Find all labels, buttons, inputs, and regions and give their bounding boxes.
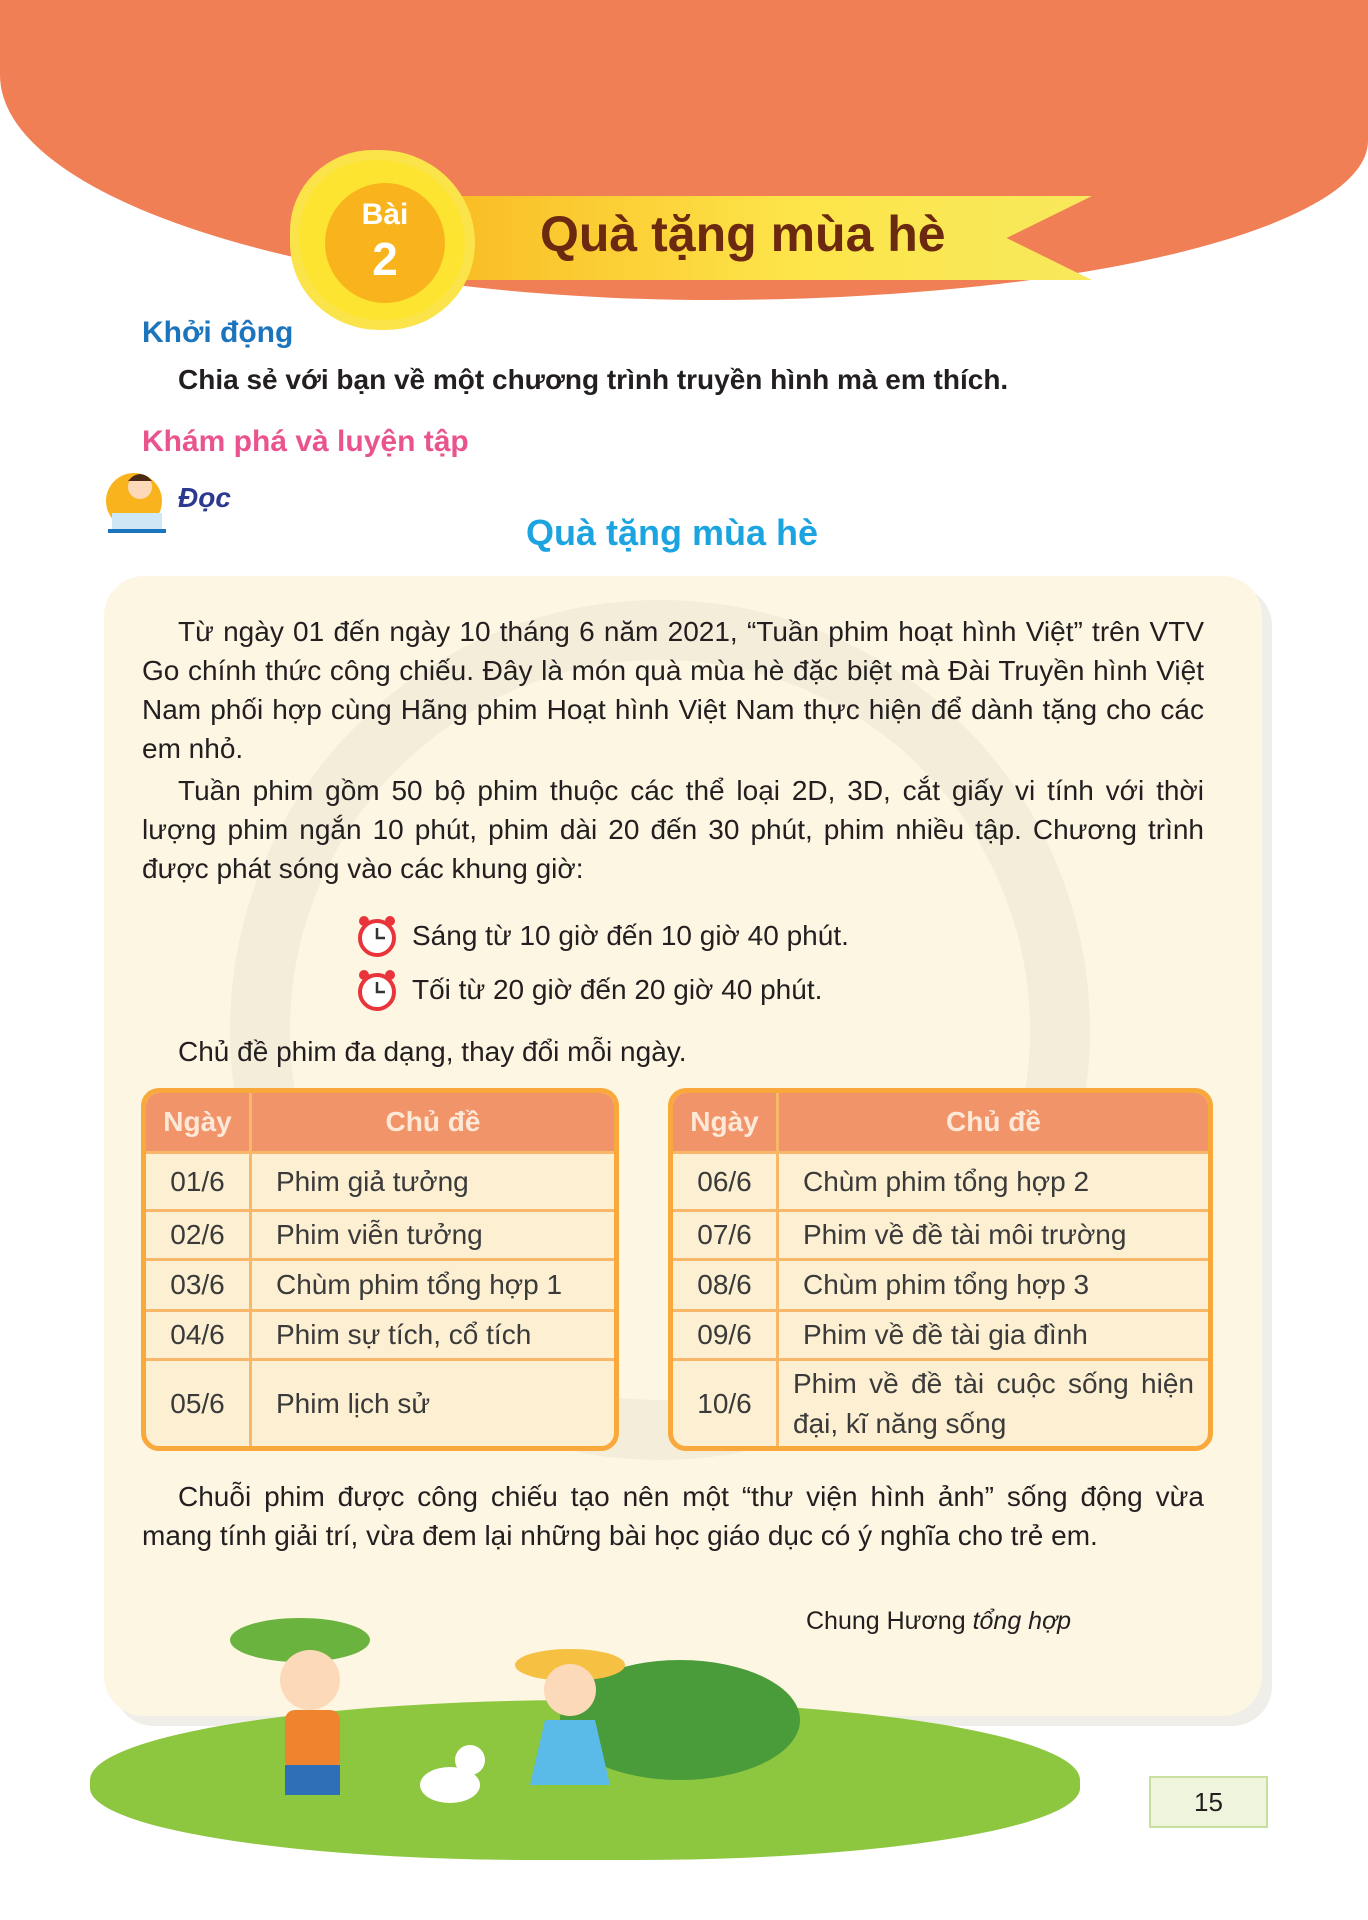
table-row: [146, 1151, 614, 1209]
alarm-clock-icon: [355, 968, 399, 1012]
table-row: [673, 1309, 1208, 1358]
table-row: [673, 1209, 1208, 1258]
topic-cell: Phim về đề tài cuộc sống hiện đại, kĩ năng sống: [779, 1358, 1208, 1446]
reading-title: Quà tặng mùa hè: [525, 512, 819, 553]
lesson-label: Bài: [361, 198, 409, 231]
date-cell: 03/6: [146, 1258, 252, 1309]
topic-cell: Phim về đề tài môi trường: [779, 1209, 1208, 1258]
schedule-table-2: [668, 1088, 1213, 1451]
page-number: 15: [1149, 1776, 1268, 1828]
table-row: [146, 1358, 614, 1446]
explore-heading: Khám phá và luyện tập: [142, 425, 469, 458]
read-label: Đọc: [178, 482, 231, 513]
topic-cell: Chùm phim tổng hợp 2: [779, 1151, 1208, 1209]
header-topic: Chủ đề: [252, 1093, 614, 1151]
paragraph-3: [142, 1032, 1204, 1071]
table-row: [673, 1258, 1208, 1309]
date-cell: 04/6: [146, 1309, 252, 1358]
paragraph-4: [142, 1477, 1204, 1555]
topic-cell: Phim viễn tưởng: [252, 1209, 614, 1258]
author-suffix: tổng hợp: [972, 1607, 1072, 1635]
date-cell: 07/6: [673, 1209, 779, 1258]
paragraph-1: [142, 612, 1204, 768]
warmup-prompt: Chia sẻ với bạn về một chương trình truyền hình mà em thích.: [178, 364, 1009, 395]
topic-cell: Chùm phim tổng hợp 3: [779, 1258, 1208, 1309]
table-row: [146, 1209, 614, 1258]
topic-cell: Phim sự tích, cổ tích: [252, 1309, 614, 1358]
date-cell: 06/6: [673, 1151, 779, 1209]
schedule-table-1: [141, 1088, 619, 1451]
time-slot-morning: Sáng từ 10 giờ đến 10 giờ 40 phút.: [412, 920, 849, 951]
lesson-title: Quà tặng mùa hè: [540, 206, 946, 262]
topic-cell: Phim giả tưởng: [252, 1151, 614, 1209]
time-slot-evening: Tối từ 20 giờ đến 20 giờ 40 phút.: [412, 974, 823, 1005]
topic-cell: Chùm phim tổng hợp 1: [252, 1258, 614, 1309]
paragraph-1-text: Từ ngày 01 đến ngày 10 tháng 6 năm 2021, “Tuần phim hoạt hình Việt” trên VTV Go chính thức công chiếu. Đây là món quà mùa hè đặc biệt mà Đài Truyền hình Việt Nam phối hợp cùng Hãng phim Hoạt hình Việt Nam thực hiện để dành tặng cho các em nhỏ.: [142, 616, 1204, 764]
table-row: [673, 1358, 1208, 1446]
table-row: [146, 1309, 614, 1358]
author: Chung Hương: [806, 1607, 966, 1635]
alarm-clock-icon: [355, 914, 399, 958]
header-topic: Chủ đề: [779, 1093, 1208, 1151]
lesson-number: 2: [372, 233, 398, 285]
date-cell: 05/6: [146, 1358, 252, 1446]
topic-cell: Phim về đề tài gia đình: [779, 1309, 1208, 1358]
date-cell: 10/6: [673, 1358, 779, 1446]
header-date: Ngày: [146, 1093, 252, 1151]
date-cell: 01/6: [146, 1151, 252, 1209]
table-row: [673, 1151, 1208, 1209]
table-row: [146, 1258, 614, 1309]
paragraph-2: [142, 771, 1204, 888]
date-cell: 09/6: [673, 1309, 779, 1358]
children-running-illustration: [150, 1600, 850, 1830]
warmup-heading: Khởi động: [142, 316, 294, 349]
paragraph-3-text: Chủ đề phim đa dạng, thay đổi mỗi ngày.: [178, 1036, 687, 1067]
paragraph-2-text: Tuần phim gồm 50 bộ phim thuộc các thể loại 2D, 3D, cắt giấy vi tính với thời lượng phim ngắn 10 phút, phim dài 20 đến 30 phút, phim nhiều tập. Chương trình được phát sóng vào các khung giờ:: [142, 775, 1204, 884]
date-cell: 02/6: [146, 1209, 252, 1258]
paragraph-4-text: Chuỗi phim được công chiếu tạo nên một “thư viện hình ảnh” sống động vừa mang tính giải trí, vừa đem lại những bài học giáo dục có ý nghĩa cho trẻ em.: [142, 1481, 1204, 1551]
header-date: Ngày: [673, 1093, 779, 1151]
topic-cell: Phim lịch sử: [252, 1358, 614, 1446]
date-cell: 08/6: [673, 1258, 779, 1309]
